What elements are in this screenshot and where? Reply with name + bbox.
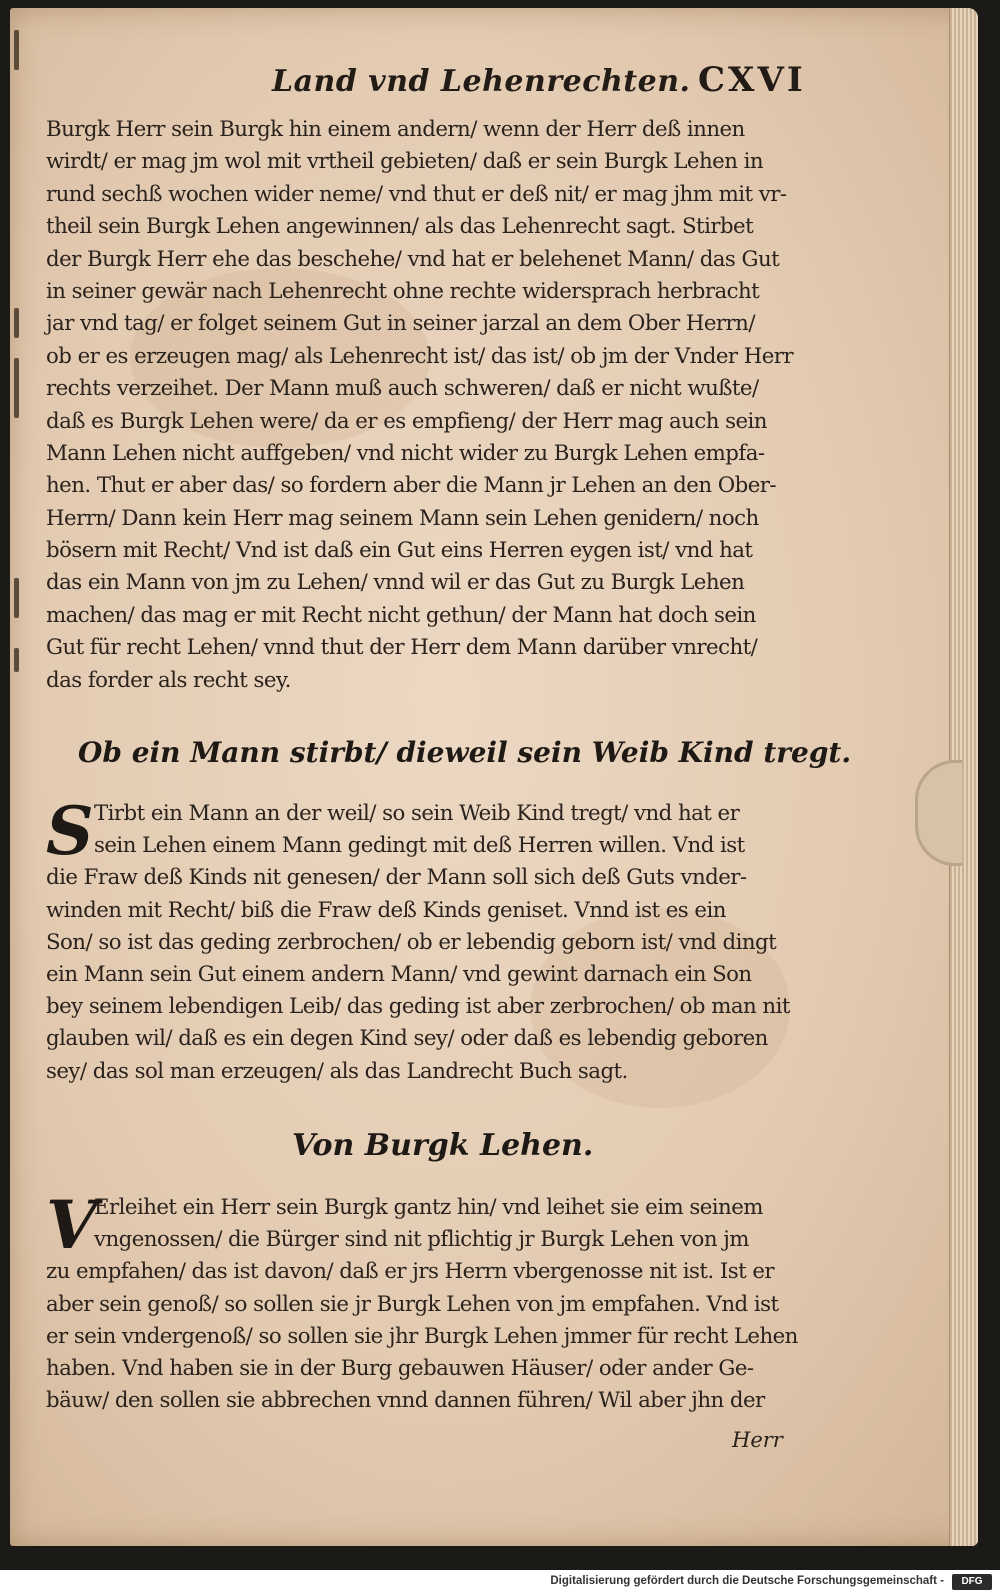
text-line: ob er es erzeugen mag/ als Lehenrecht ist/ das ist/ ob jm der Vnder Herr [46,343,794,369]
footer-bar [0,1570,1000,1596]
text-line: sey/ das sol man erzeugen/ als das Landrecht Buch sagt. [46,1058,628,1084]
gutter-marks [14,8,28,1546]
drop-cap: V [46,1186,98,1264]
running-title: Land vnd Lehenrechten. [272,64,691,99]
text-line: daß es Burgk Lehen were/ da er es empfieng/ der Herr mag auch sein [46,408,767,434]
folio-number: CXVI [698,60,806,100]
text-line: Herrn/ Dann kein Herr mag seinem Mann sein Lehen genidern/ noch [46,505,759,531]
section-2-heading: Ob ein Mann stirbt/ dieweil sein Weib Kind tregt. [78,736,852,769]
bookmark-clip [915,760,962,866]
funding-credit: Digitalisierung gefördert durch die Deutsche Forschungsgemeinschaft - [550,1575,944,1587]
text-line: das forder als recht sey. [46,667,291,693]
text-line: wirdt/ er mag jm wol mit vrtheil gebieten/ daß er sein Burgk Lehen in [46,149,764,175]
text-line: glauben wil/ daß es ein degen Kind sey/ oder daß es lebendig geboren [46,1026,768,1052]
text-line: aber sein genoß/ so sollen sie jr Burgk Lehen von jm empfahen. Vnd ist [46,1291,779,1317]
text-line: Mann Lehen nicht auffgeben/ vnd nicht wider zu Burgk Lehen empfa- [46,440,765,466]
text-line: jar vnd tag/ er folget seinem Gut in seiner jarzal an dem Ober Herrn/ [46,311,755,337]
gutter-mark [14,648,19,672]
gutter-mark [14,358,19,418]
section-3-text [46,1186,806,1417]
text-line: Tirbt ein Mann an der weil/ so sein Weib Kind tregt/ vnd hat er [94,801,740,826]
book-page [10,8,978,1546]
text-line: haben. Vnd haben sie in der Burg gebauwen Häuser/ oder ander Ge- [46,1355,754,1381]
text-line: das ein Mann von jm zu Lehen/ vnnd wil er das Gut zu Burgk Lehen [46,570,745,596]
gutter-mark [14,308,19,338]
text-line: sein Lehen einem Mann gedingt mit deß Herren willen. Vnd ist [94,833,745,859]
text-line: rund sechß wochen wider neme/ vnd thut er deß nit/ er mag jhm mit vr- [46,181,787,207]
text-line: in seiner gewär nach Lehenrecht ohne rechte widersprach herbracht [46,278,760,304]
text-line: bösern mit Recht/ Vnd ist daß ein Gut eins Herren eygen ist/ vnd hat [46,538,753,564]
gutter-mark [14,578,19,618]
text-line: theil sein Burgk Lehen angewinnen/ als das Lehenrecht sagt. Stirbet [46,214,754,240]
text-line: der Burgk Herr ehe das beschehe/ vnd hat er belehenet Mann/ das Gut [46,246,780,272]
text-line: zu empfahen/ das ist davon/ daß er jrs Herrn vbergenosse nit ist. Ist er [46,1259,775,1285]
drop-cap-paragraph [46,792,806,870]
text-line: bey seinem lebendigen Leib/ das geding ist aber zerbrochen/ ob man nit [46,994,790,1020]
catchword: Herr [732,1428,783,1452]
text-line: er sein vndergenoß/ so sollen sie jhr Burgk Lehen jmmer für recht Lehen [46,1323,798,1349]
text-line: Son/ so ist das geding zerbrochen/ ob er lebendig geborn ist/ vnd dingt [46,929,777,955]
text-line: machen/ das mag er mit Recht nicht gethun/ der Mann hat doch sein [46,602,756,628]
section-1-text [46,114,806,697]
text-line: hen. Thut er aber das/ so fordern aber die Mann jr Lehen an den Ober- [46,473,777,499]
text-line: winden mit Recht/ biß die Fraw deß Kinds geniset. Vnnd ist es ein [46,897,726,923]
text-line: Burgk Herr sein Burgk hin einem andern/ wenn der Herr deß innen [46,117,745,142]
text-line: Gut für recht Lehen/ vnnd thut der Herr dem Mann darüber vnrecht/ [46,635,758,661]
gutter-mark [14,30,19,70]
text-line: bäuw/ den sollen sie abbrechen vnnd dannen führen/ Wil aber jhn der [46,1388,765,1414]
text-line: rechts verzeihet. Der Mann muß auch schweren/ daß er nicht wußte/ [46,376,759,402]
dfg-logo: DFG [952,1574,992,1590]
text-line: vngenossen/ die Bürger sind nit pflichtig jr Burgk Lehen von jm [94,1227,749,1253]
text-line: Erleihet ein Herr sein Burgk gantz hin/ vnd leihet sie eim seinem [94,1195,763,1220]
drop-cap: S [46,792,94,870]
drop-cap-paragraph [46,1186,806,1264]
section-2-text [46,792,806,1088]
text-line: ein Mann sein Gut einem andern Mann/ vnd gewint darnach ein Son [46,961,752,987]
section-3-heading: Von Burgk Lehen. [292,1128,594,1163]
text-line: die Fraw deß Kinds nit genesen/ der Mann soll sich deß Guts vnder- [46,865,747,891]
